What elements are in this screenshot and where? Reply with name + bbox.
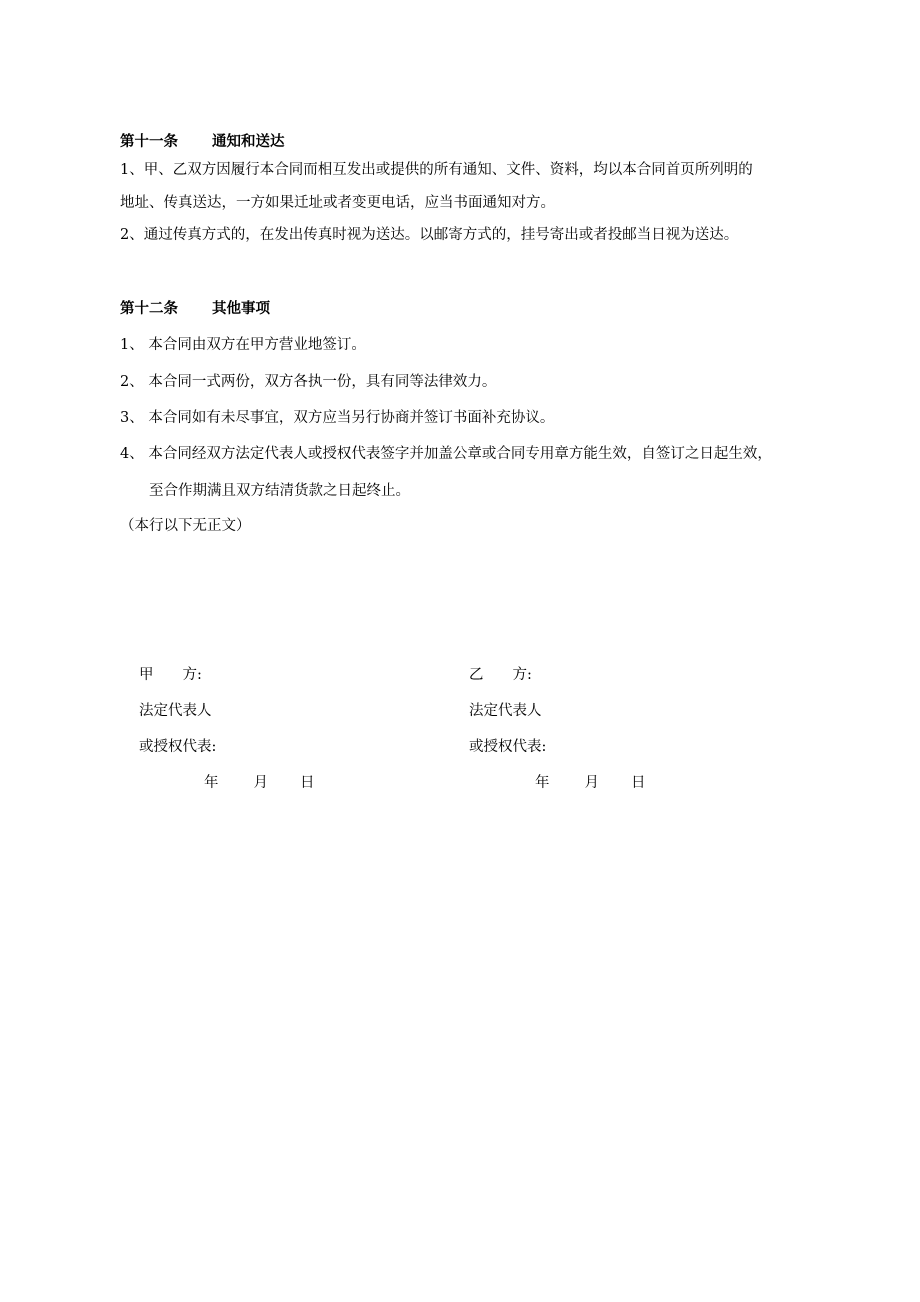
article-11-clause-1-line-1: 1、甲、乙双方因履行本合同而相互发出或提供的所有通知、文件、资料，均以本合同首页所列明的 bbox=[120, 162, 753, 178]
party-b-month-label: 月 bbox=[584, 775, 599, 791]
party-a-date bbox=[204, 773, 315, 793]
party-b-label: 乙 方: bbox=[469, 667, 532, 683]
article-11-title: 通知和送达 bbox=[212, 134, 285, 150]
article-12-clause-3: 3、 本合同如有未尽事宜，双方应当另行协商并签订书面补充协议。 bbox=[120, 410, 555, 426]
end-of-text-note: （本行以下无正文） bbox=[120, 518, 251, 534]
party-b-day-label: 日 bbox=[631, 775, 646, 791]
article-11-number: 第十一条 bbox=[120, 134, 178, 150]
article-12-clause-1: 1、 本合同由双方在甲方营业地签订。 bbox=[120, 337, 366, 353]
article-12-heading bbox=[120, 299, 270, 319]
article-12-number: 第十二条 bbox=[120, 301, 178, 317]
party-a-authorized-rep-label: 或授权代表: bbox=[139, 739, 217, 755]
party-b-year-label: 年 bbox=[535, 775, 550, 791]
party-a-day-label: 日 bbox=[300, 775, 315, 791]
article-11-clause-2: 2、通过传真方式的，在发出传真时视为送达。以邮寄方式的，挂号寄出或者投邮当日视为送达。 bbox=[120, 227, 739, 243]
article-11-clause-1-line-2: 地址、传真送达，一方如果迁址或者变更电话，应当书面通知对方。 bbox=[120, 195, 555, 211]
article-12-clause-2: 2、 本合同一式两份，双方各执一份，具有同等法律效力。 bbox=[120, 374, 497, 390]
party-b-date bbox=[535, 773, 646, 793]
party-a-month-label: 月 bbox=[253, 775, 268, 791]
party-a-year-label: 年 bbox=[204, 775, 219, 791]
article-12-title: 其他事项 bbox=[212, 301, 270, 317]
party-a-label: 甲 方: bbox=[139, 667, 202, 683]
party-b-legal-rep-label: 法定代表人 bbox=[469, 703, 542, 719]
article-11-heading bbox=[120, 132, 285, 152]
article-12-clause-4-line-2: 至合作期满且双方结清货款之日起终止。 bbox=[149, 483, 410, 499]
party-b-authorized-rep-label: 或授权代表: bbox=[469, 739, 547, 755]
article-12-clause-4-line-1: 4、 本合同经双方法定代表人或授权代表签字并加盖公章或合同专用章方能生效，自签订之日起生效， bbox=[120, 446, 772, 462]
party-a-legal-rep-label: 法定代表人 bbox=[139, 703, 212, 719]
